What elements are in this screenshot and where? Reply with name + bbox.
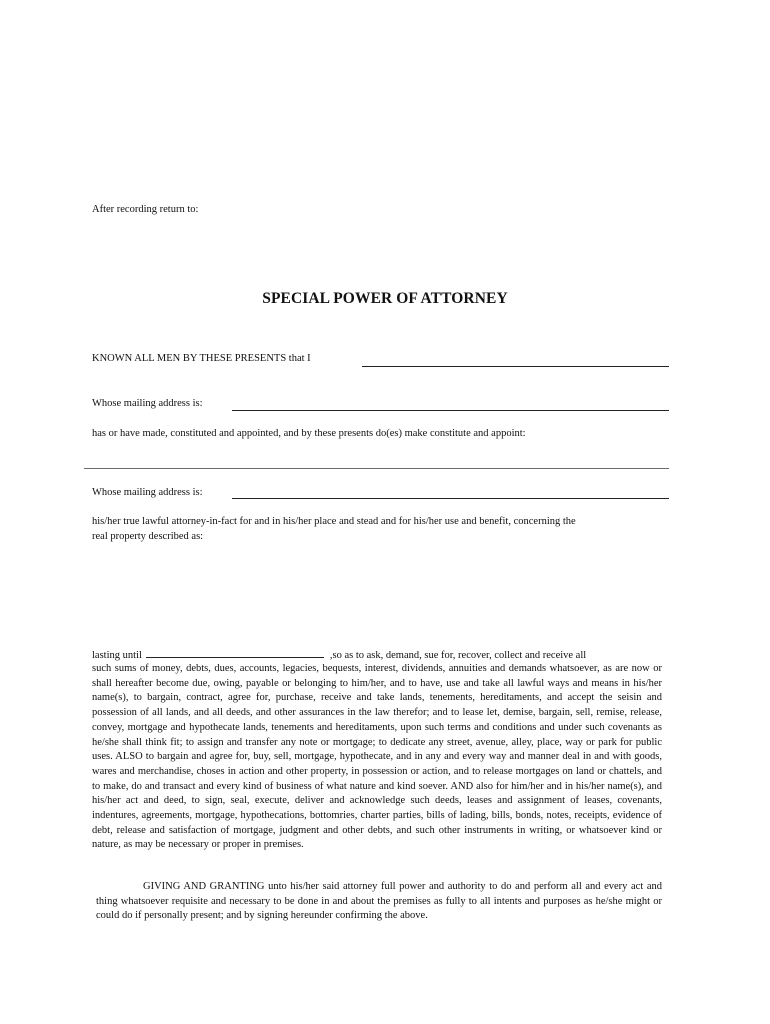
attorney-address-line[interactable] [232,498,669,499]
grantor-address-label: Whose mailing address is: [92,398,203,409]
appointment-text: has or have made, constituted and appointed, and by these presents do(es) make constitute and appoint: [92,428,526,439]
powers-paragraph: such sums of money, debts, dues, accounts, legacies, bequests, interest, dividends, annuities and demands whatsoever, as are now or shall hereafter become due, owing, payable or belonging to him/her, and to have, use and take all lawful ways and means in his/her name(s), to bargain, contract, agree for, purchase, receive and take lands, tenements, hereditaments, and accept the seisin and possession of all lands, and all deeds, and other assurances in the law therefor; and to lease let, demise, bargain, sell, remise, release, convey, mortgage and hypothecate lands, tenements and hereditaments, upon such terms and conditions and under such covenants as he/she shall think fit; to assign and transfer any note or mortgage; to dedicate any street, avenue, alley, place, way or park for public uses. ALSO to bargain and agree for, buy, sell, mortgage, hypothecate, and in any and every way and manner deal in and with goods, wares and merchandise, choses in action and other property, in possession or action, and to release mortgages on land or chattels, and to make, do and transact and every kind of business of what nature and kind soever. AND also for him/her and in his/her name(s), and his/her act and deed, to sign, seal, execute, deliver and acknowledge such deeds, leases and assignment of leases, covenants, indentures, agreements, mortgage, hypothecations, bottomries, charter parties, bills of lading, bills, bonds, notes, receipts, evidence of debt, release and satisfaction of mortgage, judgment and other debts, and such other instruments in writing, or whatsoever kind or nature, as may be necessary or proper in premises. [92,663,662,851]
attorney-purpose-line-1: his/her true lawful attorney-in-fact for and in his/her place and stead and for his/her use and benefit, concerning the [92,516,576,527]
document-title: SPECIAL POWER OF ATTORNEY [262,290,508,307]
granting-paragraph: GIVING AND GRANTING unto his/her said attorney full power and authority to do and perform all and every act and thing whatsoever requisite and necessary to be done in and about the premises as fully to all intents and purposes as he/she might or could do if personally present; and by signing hereunder confirming the above. [96,881,662,922]
lasting-until-date-line[interactable] [146,647,324,658]
grantor-intro-text: KNOWN ALL MEN BY THESE PRESENTS that I [92,353,311,364]
grantor-address-line[interactable] [232,410,669,411]
lasting-until-label: lasting until [92,650,142,661]
return-to-label: After recording return to: [92,204,199,215]
attorney-name-line[interactable] [84,468,669,469]
grantor-name-line[interactable] [362,366,669,367]
attorney-address-label: Whose mailing address is: [92,487,203,498]
attorney-purpose-line-2: real property described as: [92,531,204,542]
lasting-until-continuation: ,so as to ask, demand, sue for, recover, collect and receive all [329,650,587,661]
